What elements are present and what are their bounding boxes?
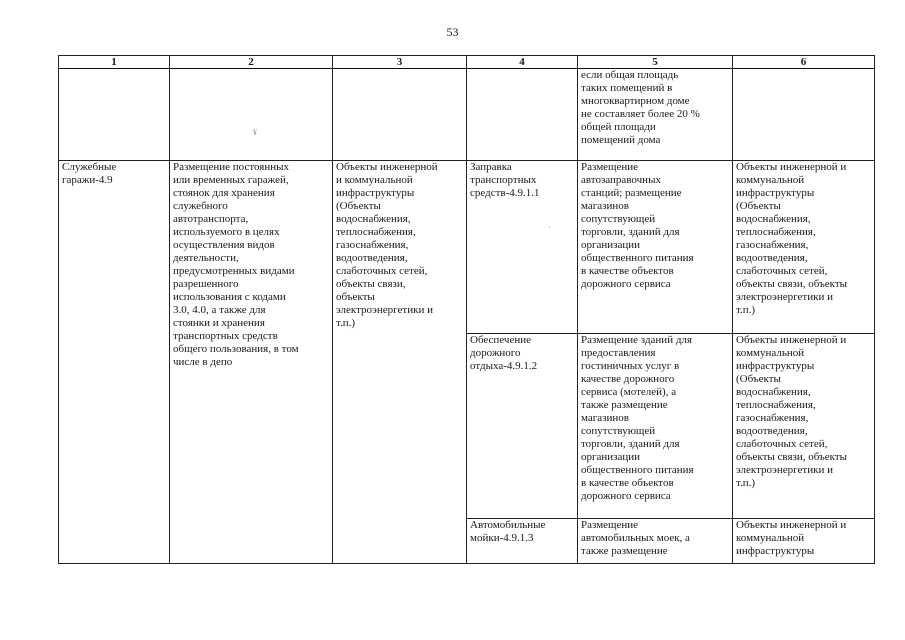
column-header-6: 6 xyxy=(733,56,875,69)
cell-use-type-description: Размещение постоянных или временных гаражей, стоянок для хранения служебного автотранспорта, используемого в целях осуществления видов деятельности, предусмотренных видами разрешенного использования с кодами 3.0, 4.0, а также для стоянки и хранения транспортных средств общего пользования, в том числе в депо xyxy=(170,161,333,564)
cell-sub-use-objects: Объекты инженерной и коммунальной инфраструктуры (Объекты водоснабжения, теплоснабжения, газоснабжения, водоотведения, слаботочных сетей, объекты связи, объекты электроэнергетики и т.п.) xyxy=(733,334,875,519)
cell-auxiliary-objects: Объекты инженерной и коммунальной инфраструктуры (Объекты водоснабжения, теплоснабжения, газоснабжения, водоотведения, слаботочных сетей, объекты связи, объекты электроэнергетики и т.п.) xyxy=(333,161,467,564)
cell-empty xyxy=(333,69,467,161)
cell-sub-use-objects: Объекты инженерной и коммунальной инфраструктуры (Объекты водоснабжения, теплоснабжения, газоснабжения, водоотведения, слаботочных сетей, объекты связи, объекты электроэнергетики и т.п.) xyxy=(733,161,875,334)
cell-sub-use-description: Размещение зданий для предоставления гостиничных услуг в качестве дорожного сервиса (мотелей), а также размещение магазинов сопутствующей торговли, зданий для организации общественного питания в качестве объектов дорожного сервиса xyxy=(578,334,733,519)
cell-sub-use-description: Размещение автозаправочных станций; размещение магазинов сопутствующей торговли, зданий для организации общественного питания в качестве объектов дорожного сервиса xyxy=(578,161,733,334)
cell-sub-use-description: Размещение автомобильных моек, а также размещение xyxy=(578,519,733,564)
cell-permitted-use-description: если общая площадь таких помещений в многоквартирном доме не составляет более 20 % общей площади помещений дома xyxy=(578,69,733,161)
cell-empty xyxy=(170,69,333,161)
column-header-3: 3 xyxy=(333,56,467,69)
cell-sub-use-objects: Объекты инженерной и коммунальной инфраструктуры xyxy=(733,519,875,564)
cell-sub-use-name: Обеспечение дорожного отдыха-4.9.1.2 xyxy=(467,334,578,519)
cell-empty xyxy=(467,69,578,161)
table-row xyxy=(59,161,875,334)
cell-empty xyxy=(59,69,170,161)
column-header-1: 1 xyxy=(59,56,170,69)
column-header-4: 4 xyxy=(467,56,578,69)
scan-artifact-mark: · xyxy=(548,223,551,232)
cell-empty xyxy=(733,69,875,161)
land-use-table xyxy=(58,55,875,564)
cell-use-type-name: Служебные гаражи-4.9 xyxy=(59,161,170,564)
header-row xyxy=(59,56,875,69)
table-row-continuation xyxy=(59,69,875,161)
column-header-2: 2 xyxy=(170,56,333,69)
page-number: 53 xyxy=(446,25,459,39)
column-header-5: 5 xyxy=(578,56,733,69)
cell-sub-use-name: Автомобильные мойки-4.9.1.3 xyxy=(467,519,578,564)
cell-sub-use-name: Заправка транспортных средств-4.9.1.1 xyxy=(467,161,578,334)
scan-artifact-mark: ¥ xyxy=(253,128,257,137)
